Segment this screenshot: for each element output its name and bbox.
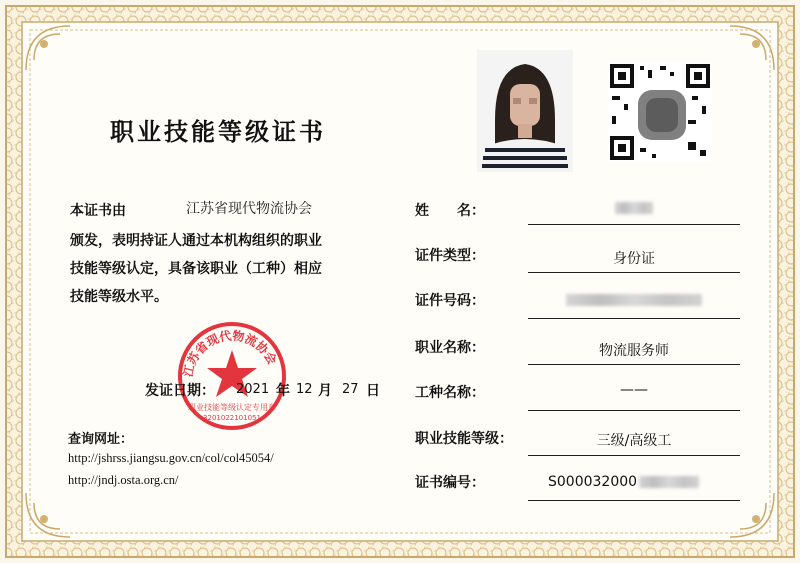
field-underline: [528, 224, 740, 225]
intro-line-4: 技能等级水平。: [70, 289, 168, 305]
field-underline: [528, 455, 740, 456]
field-value-job-type: ——: [620, 382, 648, 398]
field-label-job-type: 工种名称：: [415, 385, 485, 401]
cert-number-text: S000032000: [548, 474, 638, 490]
issue-year-unit: 年: [276, 383, 290, 399]
issue-year: 2021: [236, 382, 270, 397]
field-value-cert-number: [528, 474, 740, 490]
intro-line-3: 技能等级认定，具备该职业（工种）相应: [70, 261, 322, 277]
field-value-name: [528, 200, 740, 216]
field-underline: [528, 410, 740, 411]
holder-photo: [477, 50, 573, 172]
field-underline: [528, 318, 740, 319]
field-underline: [528, 272, 740, 273]
qr-code: [608, 62, 712, 162]
query-url-2[interactable]: http://jndj.osta.org.cn/: [68, 473, 179, 487]
certificate-title: 职业技能等级证书: [110, 117, 326, 146]
query-url-1[interactable]: http://jshrss.jiangsu.gov.cn/col/col45054/: [68, 451, 274, 465]
issue-date-label: 发证日期：: [145, 383, 215, 399]
issue-day: 27: [342, 382, 359, 397]
field-label-name: 姓 名：: [415, 203, 485, 219]
field-value-skill-level: 三级/高级工: [596, 433, 672, 449]
intro-line-2: 颁发，表明持证人通过本机构组织的职业: [70, 233, 322, 249]
field-value-id-number: [528, 292, 740, 308]
field-underline: [528, 500, 740, 501]
field-label-cert-number: 证书编号：: [415, 475, 485, 491]
issue-day-unit: 日: [366, 383, 380, 399]
issuer-name: 江苏省现代物流协会: [186, 201, 312, 217]
issue-month-unit: 月: [318, 383, 332, 399]
field-value-occupation: 物流服务师: [599, 343, 669, 359]
field-label-occupation: 职业名称：: [415, 340, 485, 356]
field-label-id-number: 证件号码：: [415, 293, 485, 309]
seal-number: 3201022101051: [203, 414, 261, 422]
seal-ring-text: 江苏省现代物流协会: [180, 328, 280, 379]
field-label-id-type: 证件类型：: [415, 248, 485, 264]
intro-prefix: 本证书由: [70, 203, 126, 219]
official-seal: [176, 320, 288, 432]
issue-month: 12: [296, 382, 313, 397]
field-label-skill-level: 职业技能等级：: [415, 431, 513, 447]
field-underline: [528, 364, 740, 365]
field-value-id-type: 身份证: [613, 251, 655, 267]
query-label: 查询网址：: [68, 432, 134, 447]
seal-inner-text: 职业技能等级认定专用章: [188, 403, 276, 412]
